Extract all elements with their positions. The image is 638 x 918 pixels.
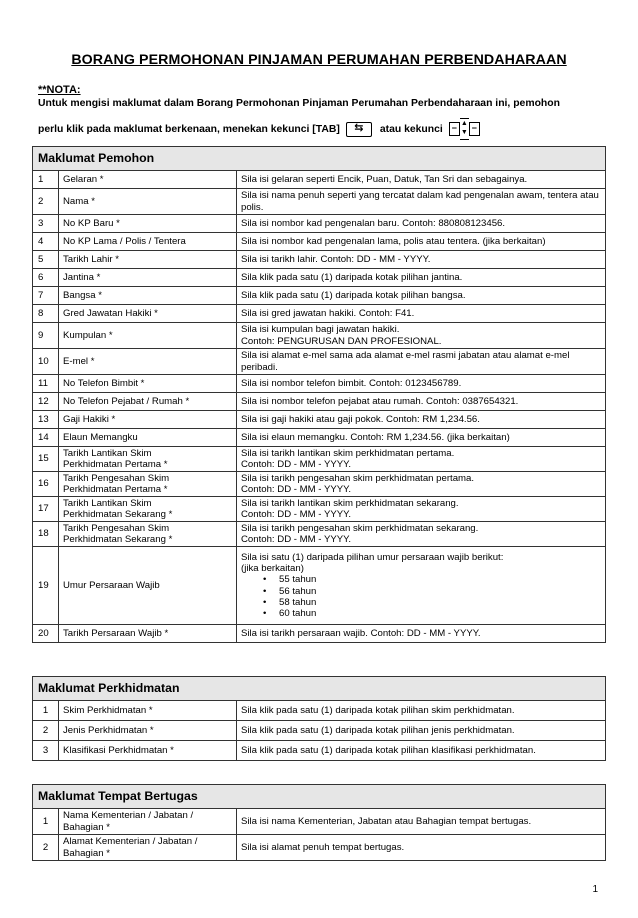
field-description: Sila isi nombor telefon bimbit. Contoh: 0123456789. [237,375,606,393]
field-description: Sila isi nombor kad pengenalan lama, polis atau tentera. (jika berkaitan) [237,233,606,251]
field-description: Sila klik pada satu (1) daripada kotak pilihan klasifikasi perkhidmatan. [237,741,606,761]
field-label: E-mel * [59,349,237,375]
nota-text-line2-start: perlu klik pada maklumat berkenaan, menekan kekunci [TAB] [38,123,340,135]
field-label: Jantina * [59,269,237,287]
field-label: Tarikh Persaraan Wajib * [59,625,237,643]
field-description: Sila isi nama Kementerian, Jabatan atau Bahagian tempat bertugas. [237,809,606,835]
field-description: Sila isi nombor telefon pejabat atau rumah. Contoh: 0387654321. [237,393,606,411]
field-label: Umur Persaraan Wajib [59,547,237,625]
nota-text-line1: Untuk mengisi maklumat dalam Borang Permohonan Pinjaman Perumahan Perbendaharaan ini, pemohon [38,98,560,109]
page-number: 1 [592,884,598,895]
table-row: 15 Tarikh Lantikan Skim Perkhidmatan Pertama * Sila isi tarikh lantikan skim perkhidmatan pertama. Contoh: DD - MM - YYYY. [33,447,606,472]
table-row: 1 Nama Kementerian / Jabatan / Bahagian * Sila isi nama Kementerian, Jabatan atau Bahagian tempat bertugas. [33,809,606,835]
table-row: 9 Kumpulan * Sila isi kumpulan bagi jawatan hakiki. Contoh: PENGURUSAN DAN PROFESIONAL. [33,323,606,349]
table-row: 13 Gaji Hakiki * Sila isi gaji hakiki atau gaji pokok. Contoh: RM 1,234.56. [33,411,606,429]
table-row: 2 Nama * Sila isi nama penuh seperti yang tercatat dalam kad pengenalan awam, tentera atau polis. [33,189,606,215]
section-heading: Maklumat Perkhidmatan [33,677,606,701]
field-description: Sila isi alamat e-mel sama ada alamat e-mel rasmi jabatan atau alamat e-mel peribadi. [237,349,606,375]
field-label: Elaun Memangku [59,429,237,447]
field-label: Tarikh Lantikan Skim Perkhidmatan Sekarang * [59,497,237,522]
field-description: Sila isi nombor kad pengenalan baru. Contoh: 880808123456. [237,215,606,233]
nota-text-line2-end: atau kekunci [379,123,443,135]
field-description: Sila isi gred jawatan hakiki. Contoh: F41. [237,305,606,323]
field-label: Gred Jawatan Hakiki * [59,305,237,323]
table-row: 3 No KP Baru * Sila isi nombor kad pengenalan baru. Contoh: 880808123456. [33,215,606,233]
field-description: Sila isi tarikh lantikan skim perkhidmatan pertama. Contoh: DD - MM - YYYY. [237,447,606,472]
field-description: Sila isi gelaran seperti Encik, Puan, Datuk, Tan Sri dan sebagainya. [237,171,606,189]
table-row: 8 Gred Jawatan Hakiki * Sila isi gred jawatan hakiki. Contoh: F41. [33,305,606,323]
field-label: Tarikh Lahir * [59,251,237,269]
table-row: 5 Tarikh Lahir * Sila isi tarikh lahir. Contoh: DD - MM - YYYY. [33,251,606,269]
field-label: Tarikh Pengesahan Skim Perkhidmatan Pertama * [59,472,237,497]
list-item: • 58 tahun [263,597,601,608]
field-label: Skim Perkhidmatan * [59,701,237,721]
field-description: Sila isi gaji hakiki atau gaji pokok. Contoh: RM 1,234.56. [237,411,606,429]
field-description: Sila isi tarikh pengesahan skim perkhidmatan pertama. Contoh: DD - MM - YYYY. [237,472,606,497]
table-row: 12 No Telefon Pejabat / Rumah * Sila isi nombor telefon pejabat atau rumah. Contoh: 0387654321. [33,393,606,411]
tab-key-icon [346,122,372,137]
table-row: 2 Alamat Kementerian / Jabatan / Bahagian * Sila isi alamat penuh tempat bertugas. [33,835,606,861]
field-description: Sila klik pada satu (1) daripada kotak pilihan skim perkhidmatan. [237,701,606,721]
field-label: Tarikh Lantikan Skim Perkhidmatan Pertama * [59,447,237,472]
table-row: 16 Tarikh Pengesahan Skim Perkhidmatan Pertama * Sila isi tarikh pengesahan skim perkhidmatan pertama. Contoh: DD - MM - YYYY. [33,472,606,497]
field-label: No Telefon Bimbit * [59,375,237,393]
list-item: • 56 tahun [263,586,601,597]
field-description: Sila isi tarikh pengesahan skim perkhidmatan sekarang. Contoh: DD - MM - YYYY. [237,522,606,547]
table-row: 6 Jantina * Sila klik pada satu (1) daripada kotak pilihan jantina. [33,269,606,287]
field-label: Klasifikasi Perkhidmatan * [59,741,237,761]
table-row: 10 E-mel * Sila isi alamat e-mel sama ada alamat e-mel rasmi jabatan atau alamat e-mel peribadi. [33,349,606,375]
section-maklumat-perkhidmatan [32,676,606,761]
field-label: No Telefon Pejabat / Rumah * [59,393,237,411]
table-row: 4 No KP Lama / Polis / Tentera Sila isi nombor kad pengenalan lama, polis atau tentera. (jika berkaitan) [33,233,606,251]
list-item: • 60 tahun [263,608,601,619]
table-row: 14 Elaun Memangku Sila isi elaun memangku. Contoh: RM 1,234.56. (jika berkaitan) [33,429,606,447]
table-row: 2 Jenis Perkhidmatan * Sila klik pada satu (1) daripada kotak pilihan jenis perkhidmatan. [33,721,606,741]
list-item: • 55 tahun [263,574,601,585]
field-description: Sila isi nama penuh seperti yang tercatat dalam kad pengenalan awam, tentera atau polis. [237,189,606,215]
table-row: 18 Tarikh Pengesahan Skim Perkhidmatan Sekarang * Sila isi tarikh pengesahan skim perkhidmatan sekarang. Contoh: DD - MM - YYYY. [33,522,606,547]
field-description: Sila isi elaun memangku. Contoh: RM 1,234.56. (jika berkaitan) [237,429,606,447]
page-title: BORANG PERMOHONAN PINJAMAN PERUMAHAN PERBENDAHARAAN [71,52,567,68]
table-row: 19 Umur Persaraan Wajib Sila isi satu (1) daripada pilihan umur persaraan wajib berikut: (jika berkaitan) • 55 tahun • 56 tahun • 58 tahun • 60 tahun [33,547,606,625]
field-description: Sila isi alamat penuh tempat bertugas. [237,835,606,861]
field-label: Nama Kementerian / Jabatan / Bahagian * [59,809,237,835]
field-label: Bangsa * [59,287,237,305]
table-row: 11 No Telefon Bimbit * Sila isi nombor telefon bimbit. Contoh: 0123456789. [33,375,606,393]
field-description: Sila klik pada satu (1) daripada kotak pilihan bangsa. [237,287,606,305]
field-description: Sila klik pada satu (1) daripada kotak pilihan jenis perkhidmatan. [237,721,606,741]
field-label: No KP Baru * [59,215,237,233]
table-row: 7 Bangsa * Sila klik pada satu (1) daripada kotak pilihan bangsa. [33,287,606,305]
section-heading: Maklumat Tempat Bertugas [33,785,606,809]
field-label: Gelaran * [59,171,237,189]
section-heading: Maklumat Pemohon [33,147,606,171]
field-label: Nama * [59,189,237,215]
field-label: Kumpulan * [59,323,237,349]
section-maklumat-pemohon [32,146,606,643]
field-description: Sila isi tarikh lantikan skim perkhidmatan sekarang. Contoh: DD - MM - YYYY. [237,497,606,522]
field-description: Sila isi tarikh lahir. Contoh: DD - MM - YYYY. [237,251,606,269]
nota-text-line2 [38,118,480,140]
field-label: Tarikh Pengesahan Skim Perkhidmatan Sekarang * [59,522,237,547]
table-row: 1 Skim Perkhidmatan * Sila klik pada satu (1) daripada kotak pilihan skim perkhidmatan. [33,701,606,721]
section-maklumat-tempat-bertugas [32,784,606,861]
field-description: Sila isi satu (1) daripada pilihan umur persaraan wajib berikut: (jika berkaitan) • 55 tahun • 56 tahun • 58 tahun • 60 tahun [237,547,606,625]
retirement-age-options [241,574,601,619]
field-description: Sila klik pada satu (1) daripada kotak pilihan jantina. [237,269,606,287]
field-label: Alamat Kementerian / Jabatan / Bahagian * [59,835,237,861]
table-row: 1 Gelaran * Sila isi gelaran seperti Encik, Puan, Datuk, Tan Sri dan sebagainya. [33,171,606,189]
table-row: 20 Tarikh Persaraan Wajib * Sila isi tarikh persaraan wajib. Contoh: DD - MM - YYYY. [33,625,606,643]
field-label: Jenis Perkhidmatan * [59,721,237,741]
table-row: 17 Tarikh Lantikan Skim Perkhidmatan Sekarang * Sila isi tarikh lantikan skim perkhidmatan sekarang. Contoh: DD - MM - YYYY. [33,497,606,522]
field-description: Sila isi tarikh persaraan wajib. Contoh: DD - MM - YYYY. [237,625,606,643]
table-row: 3 Klasifikasi Perkhidmatan * Sila klik pada satu (1) daripada kotak pilihan klasifikasi perkhidmatan. [33,741,606,761]
nota-label: **NOTA: [38,84,81,96]
field-description: Sila isi kumpulan bagi jawatan hakiki. Contoh: PENGURUSAN DAN PROFESIONAL. [237,323,606,349]
spinner-keys-icon: − ▲ ▼ − [449,118,480,140]
field-label: Gaji Hakiki * [59,411,237,429]
field-label: No KP Lama / Polis / Tentera [59,233,237,251]
